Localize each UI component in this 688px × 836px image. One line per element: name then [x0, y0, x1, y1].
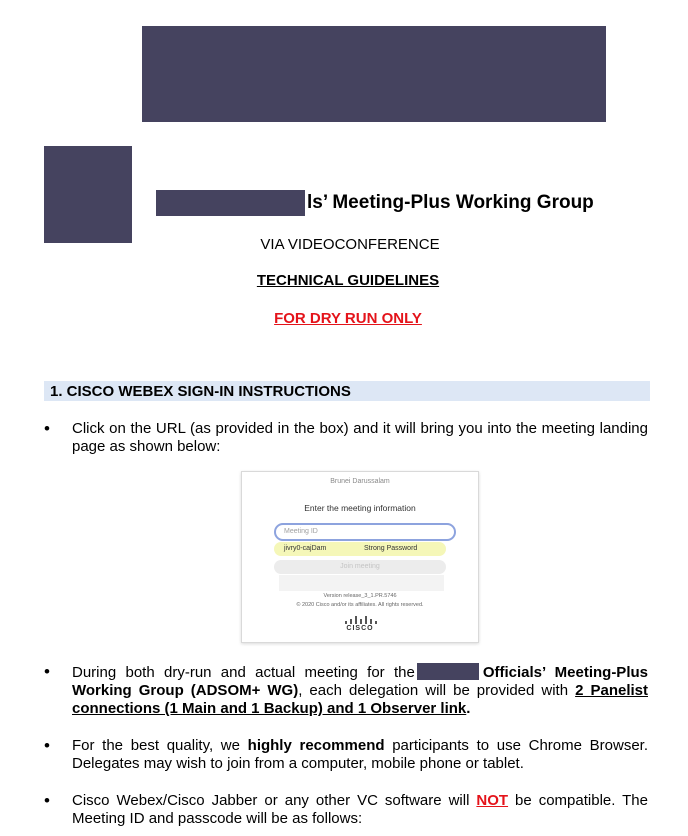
- password-strength-label: Strong Password: [364, 545, 418, 552]
- bullet-text-part: participants to use Chrome Browser. Delegates may wish to join from a computer, mobile phone or tablet.: [72, 737, 648, 772]
- password-field[interactable]: [274, 542, 446, 556]
- bullet-text: [72, 737, 648, 773]
- guidelines-heading: TECHNICAL GUIDELINES: [256, 272, 440, 289]
- blank-field: [279, 575, 444, 591]
- connection-count: 2 Panelist connections (1 Main and 1 Backup) and 1 Observer link: [72, 682, 648, 717]
- copyright-text: © 2020 Cisco and/or its affiliates. All rights reserved.: [296, 602, 424, 608]
- bullet-text-part: be compatible. The Meeting ID and passcode will be as follows:: [72, 792, 648, 827]
- bullet-text: [72, 792, 648, 828]
- join-meeting-button[interactable]: Join meeting: [274, 560, 446, 574]
- list-item: [44, 792, 648, 828]
- not-emphasis: NOT: [476, 792, 509, 809]
- list-item: [44, 737, 648, 773]
- cisco-logo-icon: [343, 616, 379, 624]
- bullet-text: Click on the URL (as provided in the box) and it will bring you into the meeting landing page as shown below:: [72, 420, 648, 455]
- redacted-inline: [417, 663, 479, 680]
- bullet-dot: •: [44, 662, 50, 681]
- meeting-id-input[interactable]: Meeting ID: [274, 523, 456, 541]
- meeting-prompt: Enter the meeting information: [304, 503, 416, 513]
- bullet-text-part: For the best quality, we: [72, 737, 248, 754]
- bullet-dot: •: [44, 791, 50, 810]
- cisco-logo-text: CISCO: [346, 625, 374, 632]
- list-item: [44, 420, 648, 456]
- bullet-text-part: , each delegation will be provided with: [298, 682, 576, 699]
- org-name: Brunei Darussalam: [330, 478, 390, 485]
- recommendation-emphasis: highly recommend: [247, 737, 385, 754]
- section-heading-webex: [44, 381, 650, 401]
- redacted-emblem: [44, 146, 132, 243]
- redacted-title-prefix: [156, 190, 305, 216]
- bullet-text-part: During both dry-run and actual meeting for the: [72, 664, 415, 681]
- dry-run-notice: FOR DRY RUN ONLY: [274, 310, 422, 327]
- document-subtitle: VIA VIDEOCONFERENCE: [260, 236, 440, 253]
- password-value: jivry0-cajDam: [284, 545, 327, 552]
- list-item: [44, 663, 648, 718]
- bullet-dot: •: [44, 736, 50, 755]
- bullet-dot: •: [44, 419, 50, 438]
- section-heading-text: 1. CISCO WEBEX SIGN-IN INSTRUCTIONS: [50, 383, 351, 400]
- webex-join-screenshot: [241, 471, 479, 643]
- bullet-text: [72, 663, 648, 718]
- group-name: Officials’ Meeting-Plus Working Group (ADSOM+ WG): [72, 664, 648, 699]
- bullet-text-part: Cisco Webex/Cisco Jabber or any other VC software will: [72, 792, 477, 809]
- redacted-logo-banner: [142, 26, 606, 122]
- version-text: Version release_3_1.PR.5746: [323, 593, 397, 599]
- bullet-text-part: .: [466, 700, 471, 717]
- document-title: ls’ Meeting-Plus Working Group: [307, 192, 594, 213]
